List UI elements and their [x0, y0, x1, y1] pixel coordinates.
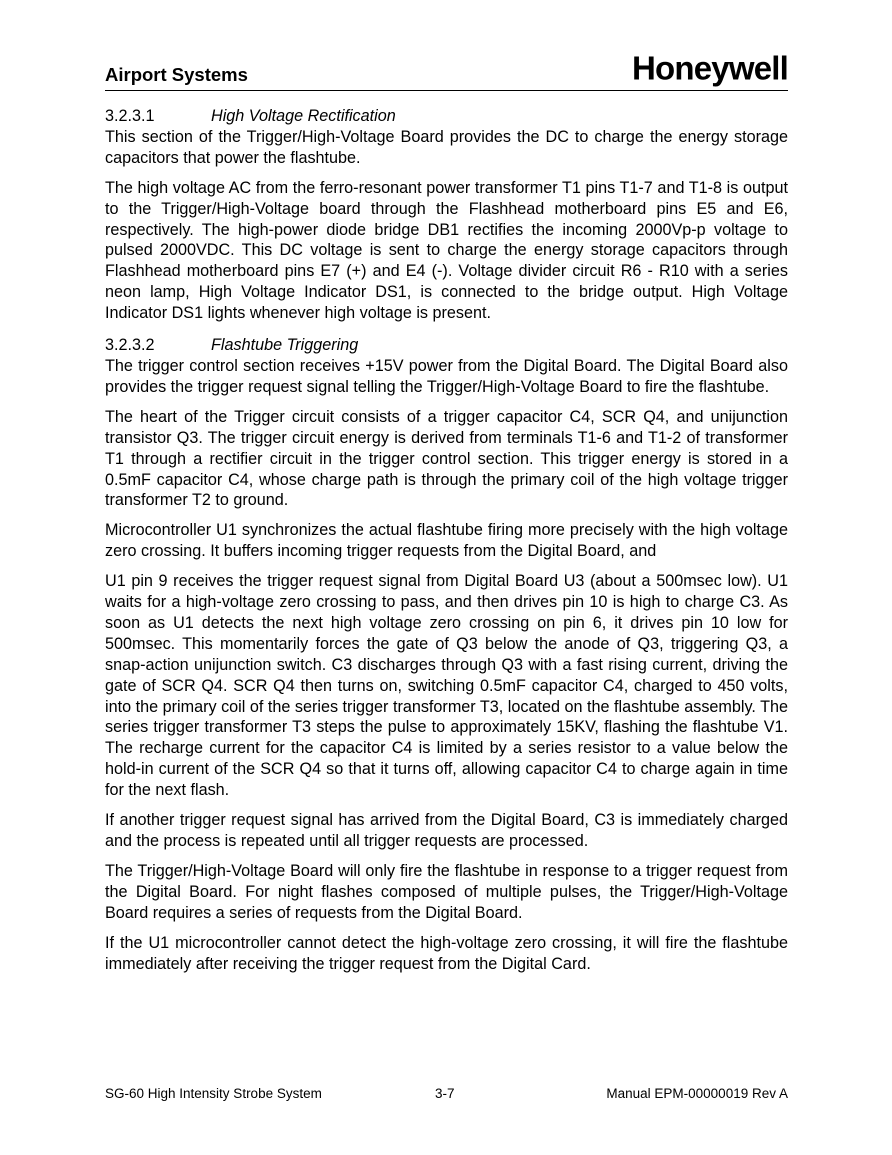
honeywell-logo: Honeywell [631, 49, 788, 87]
paragraph: The heart of the Trigger circuit consists of a trigger capacitor C4, SCR Q4, and unijunction transistor Q3. The trigger circuit energy is derived from terminals T1-6 and T1-2 of transformer T1 through a rectifier circuit in the trigger control section. This trigger energy is stored in a 0.5mF capacitor C4, whose charge path is through the primary coil of the high voltage trigger transformer T2 to ground. [105, 407, 788, 510]
paragraph: This section of the Trigger/High-Voltage Board provides the DC to charge the energy storage capacitors that power the flashtube. [105, 127, 788, 167]
section-heading-3-2-3-1 [105, 106, 788, 127]
header-title: Airport Systems [105, 64, 248, 85]
paragraph: The trigger control section receives +15V power from the Digital Board. The Digital Board also provides the trigger request signal telling the Trigger/High-Voltage Board to fire the flashtube. [105, 356, 788, 396]
footer-product: SG-60 High Intensity Strobe System [105, 1086, 322, 1101]
section-number: 3.2.3.1 [105, 107, 155, 125]
paragraph: If the U1 microcontroller cannot detect the high-voltage zero crossing, it will fire the flashtube immediately after receiving the trigger request from the Digital Card. [105, 933, 788, 973]
document-body [105, 106, 788, 983]
paragraph: U1 pin 9 receives the trigger request signal from Digital Board U3 (about a 500msec low). U1 waits for a high-voltage zero crossing to pass, and then drives pin 10 is high to charge C3. As soon as U1 detects the next high voltage zero crossing on pin 6, it drives pin 10 low for 500msec. This momentarily forces the gate of Q3 below the anode of Q3, triggering Q3, a snap-action unijunction switch. C3 discharges through Q3 with a fast rising current, driving the gate of SCR Q4. SCR Q4 then turns on, switching 0.5mF capacitor C4, charged to 450 volts, into the primary coil of the series trigger transformer T3, located on the flashtube assembly. The series trigger transformer T3 steps the pulse to approximately 15KV, flashing the flashtube V1. The recharge current for the capacitor C4 is limited by a series resistor to a value below the hold-in current of the SCR Q4 so that it turns off, allowing capacitor C4 to charge again in time for the next flash. [105, 572, 788, 800]
section-number: 3.2.3.2 [105, 336, 155, 355]
page-number: 3-7 [435, 1086, 455, 1101]
section-title: High Voltage Rectification [211, 107, 396, 125]
paragraph: Microcontroller U1 synchronizes the actual flashtube firing more precisely with the high voltage zero crossing. It buffers incoming trigger requests from the Digital Board, and [105, 521, 788, 561]
section-heading-3-2-3-2 [105, 335, 788, 356]
paragraph: The Trigger/High-Voltage Board will only fire the flashtube in response to a trigger request from the Digital Board. For night flashes composed of multiple pulses, the Trigger/High-Voltage Board requires a series of requests from the Digital Board. [105, 861, 788, 922]
paragraph: The high voltage AC from the ferro-resonant power transformer T1 pins T1-7 and T1-8 is output to the Trigger/High-Voltage board through the Flashhead motherboard pins E5 and E6, respectively. The high-power diode bridge DB1 rectifies the incoming 2000Vp-p voltage to pulsed 2000VDC. This DC voltage is sent to charge the energy storage capacitors through Flashhead motherboard pins E7 (+) and E4 (-). Voltage divider circuit R6 - R10 with a series neon lamp, High Voltage Indicator DS1, is connected to the bridge output. High Voltage Indicator DS1 lights whenever high voltage is present. [105, 178, 788, 323]
page-header [105, 48, 788, 91]
paragraph: If another trigger request signal has arrived from the Digital Board, C3 is immediately charged and the process is repeated until all trigger requests are processed. [105, 811, 788, 850]
section-title: Flashtube Triggering [211, 336, 359, 355]
footer-manual-id: Manual EPM-00000019 Rev A [606, 1086, 788, 1101]
document-page [105, 0, 788, 1155]
